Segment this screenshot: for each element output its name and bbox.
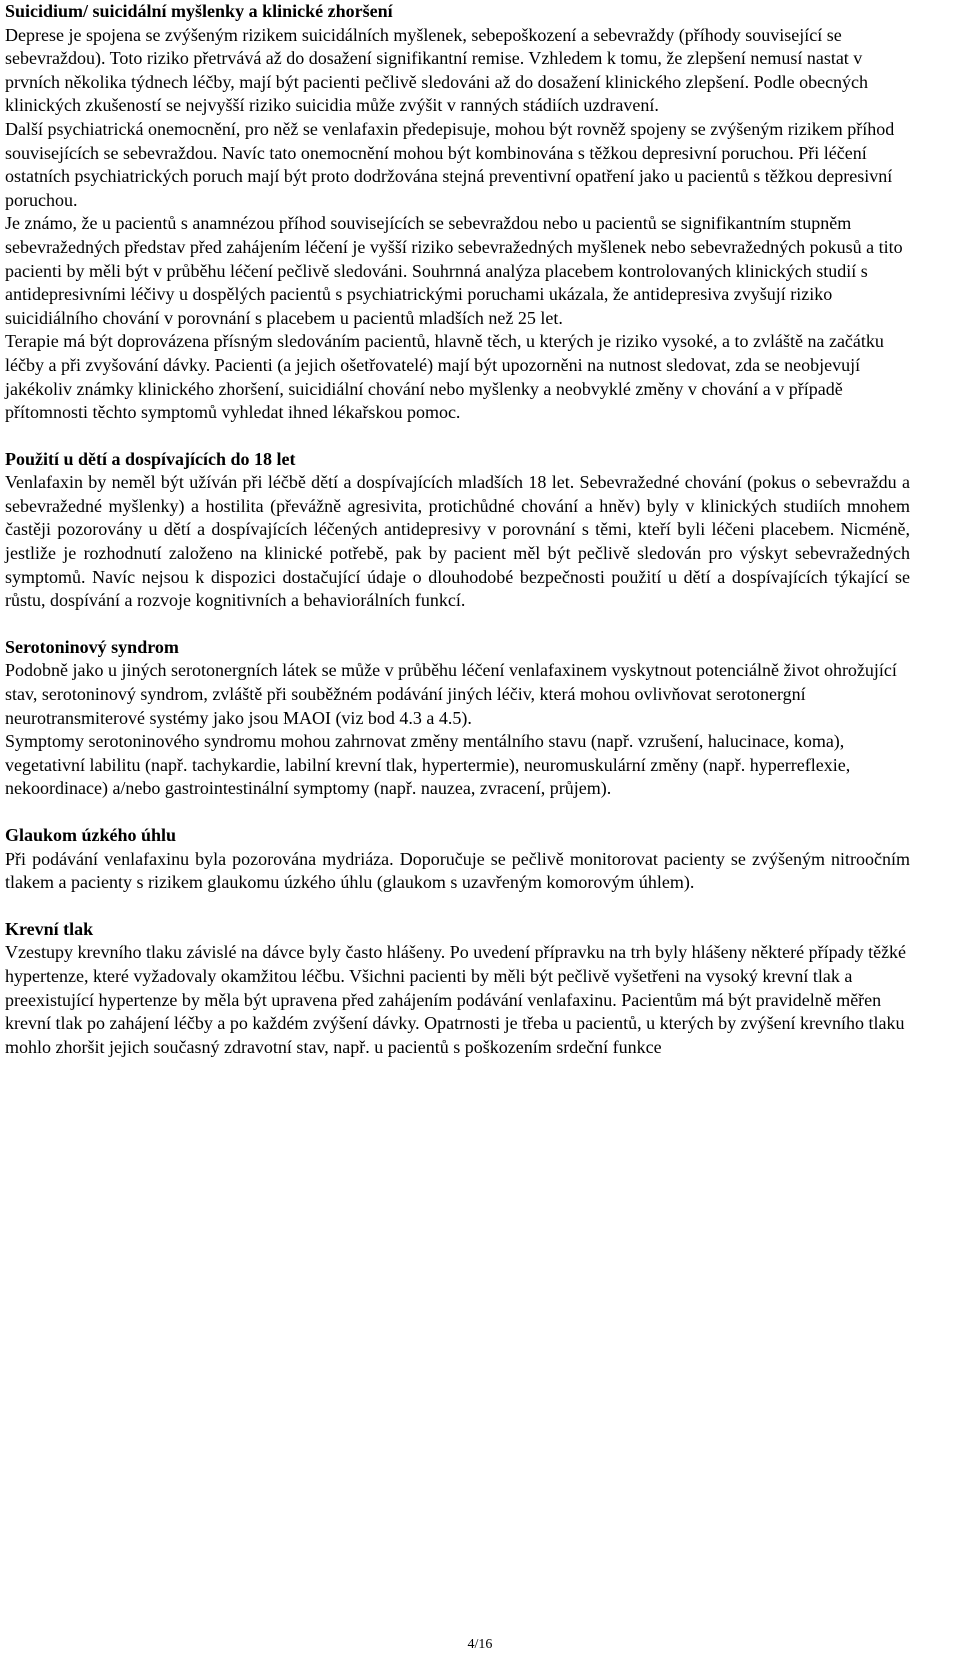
section-glaucoma — [5, 824, 910, 895]
paragraph: Deprese je spojena se zvýšeným rizikem suicidálních myšlenek, sebepoškození a sebevraždy (příhody související se sebevraždou). Toto riziko přetrvává až do dosažení signifikantní remise. Vzhledem k tomu, že zlepšení nemusí nastat v prvních několika týdnech léčby, mají být pacienti pečlivě sledováni až do dosažení klinického zlepšení. Podle obecných klinických zkušeností se nejvyšší riziko suicidia může zvýšit v ranných stádiích uzdravení. — [5, 24, 869, 116]
section-suicidium — [5, 0, 910, 425]
document-page — [5, 0, 910, 1059]
paragraph: Podobně jako u jiných serotonergních látek se může v průběhu léčení venlafaxinem vyskytnout potenciálně život ohrožující stav, serotoninový syndrom, zvláště při souběžném podávání jiných léčiv, která mohou ovlivňovat serotonergní neurotransmiterové systémy jako jsou MAOI (viz bod 4.3 a 4.5). — [5, 660, 897, 728]
page-number: 4/16 — [467, 1637, 493, 1652]
section-heading: Krevní tlak — [5, 918, 94, 939]
paragraph: Symptomy serotoninového syndromu mohou zahrnovat změny mentálního stavu (např. vzrušení, halucinace, koma), vegetativní labilitu (např. tachykardie, labilní krevní tlak, hypertermie), neuromuskulární změny (např. hyperreflexie, nekoordinace) a/nebo gastrointestinální symptomy (např. nauzea, zvracení, průjem). — [5, 731, 851, 799]
paragraph: Venlafaxin by neměl být užíván při léčbě dětí a dospívajících mladších 18 let. Sebevražedné chování (pokus o sebevraždu a sebevražedné myšlenky) a hostilita (převážně agresivita, protichůdné chování a hněv) byly v klinických studiích mnohem častěji pozorovány u dětí a dospívajících léčených antidepresivy v porovnání s těmi, kteří byli léčeni placebem. Nicméně, jestliže je rozhodnutí založeno na klinické potřebě, pak by pacient měl být pečlivě sledován pro výskyt sebevražedných symptomů. Navíc nejsou k dispozici dostačující údaje o dlouhodobé bezpečnosti použití u dětí a dospívajících týkající se růstu, dospívání a rozvoje kognitivních a behaviorálních funkcí. — [5, 472, 910, 611]
section-heading: Glaukom úzkého úhlu — [5, 825, 177, 845]
section-heading: Serotoninový syndrom — [5, 636, 179, 657]
paragraph: Je známo, že u pacientů s anamnézou příhod souvisejících se sebevraždou nebo u pacientů se signifikantním stupněm sebevražedných představ před zahájením léčení je vyšší riziko sebevražedných myšlenek nebo sebevražedných pokusů a tito pacienti by měli být v průběhu léčení pečlivě sledováni. Souhrnná analýza placebem kontrolovaných klinických studií s antidepresivními léčivy u dospělých pacientů s psychiatrickými poruchami ukázala, že antidepresiva zvyšují riziko suicidiálního chování v porovnání s placebem u pacientů mladších než 25 let. — [5, 213, 903, 328]
paragraph: Terapie má být doprovázena přísným sledováním pacientů, hlavně těch, u kterých je riziko vysoké, a to zvláště na začátku léčby a při zvyšování dávky. Pacienti (a jejich ošetřovatelé) mají být upozorněni na nutnost sledovat, zda se neobjevují jakékoliv známky klinického zhoršení, suicidiální chování nebo myšlenky a neobvyklé změny v chování a v případě přítomnosti těchto symptomů vyhledat ihned lékařskou pomoc. — [5, 331, 884, 423]
paragraph: Další psychiatrická onemocnění, pro něž se venlafaxin předepisuje, mohou být rovněž spojeny se zvýšeným rizikem příhod souvisejících se sebevraždou. Navíc tato onemocnění mohou být kombinována s těžkou depresivní poruchou. Při léčení ostatních psychiatrických poruch mají být proto dodržována stejná preventivní opatření jako u pacientů s těžkou depresivní poruchou. — [5, 118, 895, 210]
section-heading: Použití u dětí a dospívajících do 18 let — [5, 448, 296, 469]
section-children-adolescents — [5, 448, 910, 613]
section-serotonin-syndrome — [5, 636, 910, 801]
section-blood-pressure — [5, 918, 910, 1060]
paragraph: Při podávání venlafaxinu byla pozorována mydriáza. Doporučuje se pečlivě monitorovat pacienty se zvýšeným nitroočním tlakem a pacienty s rizikem glaukomu úzkého úhlu (glaukom s uzavřeným komorovým úhlem). — [5, 848, 910, 893]
section-heading: Suicidium/ suicidální myšlenky a klinické zhoršení — [5, 1, 393, 21]
paragraph: Vzestupy krevního tlaku závislé na dávce byly často hlášeny. Po uvedení přípravku na trh byly hlášeny některé případy těžké hypertenze, které vyžadovaly okamžitou léčbu. Všichni pacienti by měli být pečlivě vyšetřeni na vysoký krevní tlak a preexistující hypertenze by měla být upravena před zahájením podávání venlafaxinu. Pacientům má být pravidelně měřen krevní tlak po zahájení léčby a po každém zvýšení dávky. Opatrnosti je třeba u pacientů, u kterých by zvýšení krevního tlaku mohlo zhoršit jejich současný zdravotní stav, např. u pacientů s poškozením srdeční funkce — [5, 942, 907, 1057]
